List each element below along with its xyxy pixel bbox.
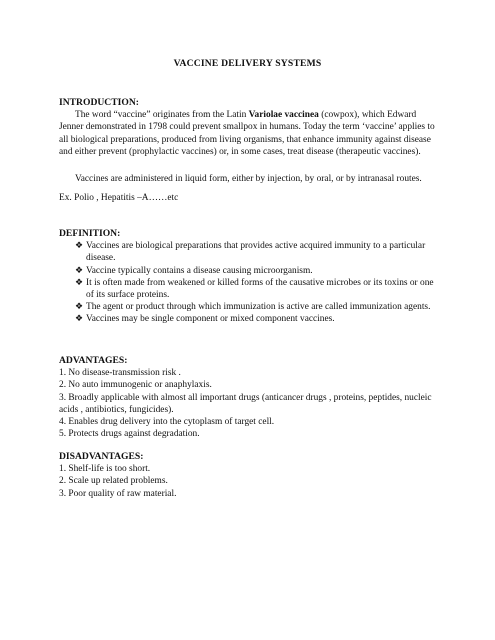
diamond-bullet-icon: ❖ (75, 302, 84, 313)
advantages-heading: ADVANTAGES: (59, 355, 128, 366)
advantages-section (59, 355, 437, 440)
document-title: VACCINE DELIVERY SYSTEMS (173, 58, 322, 69)
list-item: 1. No disease-transmission risk . (59, 368, 181, 379)
list-item (75, 240, 437, 264)
diamond-bullet-icon: ❖ (75, 265, 84, 276)
disadvantages-heading: DISADVANTAGES: (59, 451, 144, 462)
list-item: 5. Protects drugs against degradation. (59, 429, 200, 440)
diamond-bullet-icon: ❖ (75, 277, 84, 288)
definition-heading: DEFINITION: (59, 228, 121, 239)
diamond-bullet-icon: ❖ (75, 241, 84, 252)
definition-text: The agent or product through which immunization is active are called immunization agents. (86, 302, 431, 313)
intro-text-b: (cowpox), which Edward Jenner demonstrated in 1798 could prevent smallpox in humans. Today the term ‘vaccine’ applies to all biological preparations, produced from living organisms, that enhance immunity against disease and either prevent (prophylactic vaccines) or, in some cases, treat disease (therapeutic vaccines). (59, 110, 435, 157)
introduction-paragraph-1 (59, 109, 437, 158)
introduction-paragraph-2-wrap (59, 173, 437, 185)
list-item: 3. Broadly applicable with almost all important drugs (anticancer drugs , proteins, peptides, nucleic acids , antibiotics, fungicides). (59, 392, 432, 415)
intro-latin-term: Variolae vaccinea (248, 110, 319, 121)
list-item (75, 265, 437, 277)
list-item: 3. Poor quality of raw material. (59, 488, 177, 499)
introduction-example-wrap (59, 192, 437, 204)
definition-list (59, 240, 437, 325)
list-item: 2. Scale up related problems. (59, 476, 168, 487)
list-item: 4. Enables drug delivery into the cytoplasm of target cell. (59, 417, 275, 428)
introduction-example: Ex. Polio , Hepatitis –A……etc (59, 193, 179, 203)
list-item (75, 313, 437, 325)
list-item (75, 277, 437, 301)
definition-text: Vaccines may be single component or mixed component vaccines. (86, 314, 335, 325)
disadvantages-list (59, 463, 437, 500)
diamond-bullet-icon: ❖ (75, 314, 84, 325)
introduction-section (59, 97, 437, 158)
list-item: 2. No auto immunogenic or anaphylaxis. (59, 380, 212, 391)
disadvantages-section (59, 451, 437, 500)
intro-text-a: The word “vaccine” originates from the Latin (75, 110, 249, 121)
definition-section (59, 228, 437, 326)
advantages-list (59, 367, 437, 440)
definition-text: Vaccine typically contains a disease causing microorganism. (86, 265, 313, 276)
introduction-paragraph-2: Vaccines are administered in liquid form, either by injection, by oral, or by intranasal routes. (75, 174, 422, 184)
introduction-heading: INTRODUCTION: (59, 97, 139, 108)
definition-text: Vaccines are biological preparations that provides active acquired immunity to a particular disease. (86, 241, 426, 264)
list-item (75, 301, 437, 313)
list-item: 1. Shelf-life is too short. (59, 464, 151, 475)
definition-text: It is often made from weakened or killed forms of the causative microbes or its toxins or one of its surface proteins. (86, 277, 434, 301)
